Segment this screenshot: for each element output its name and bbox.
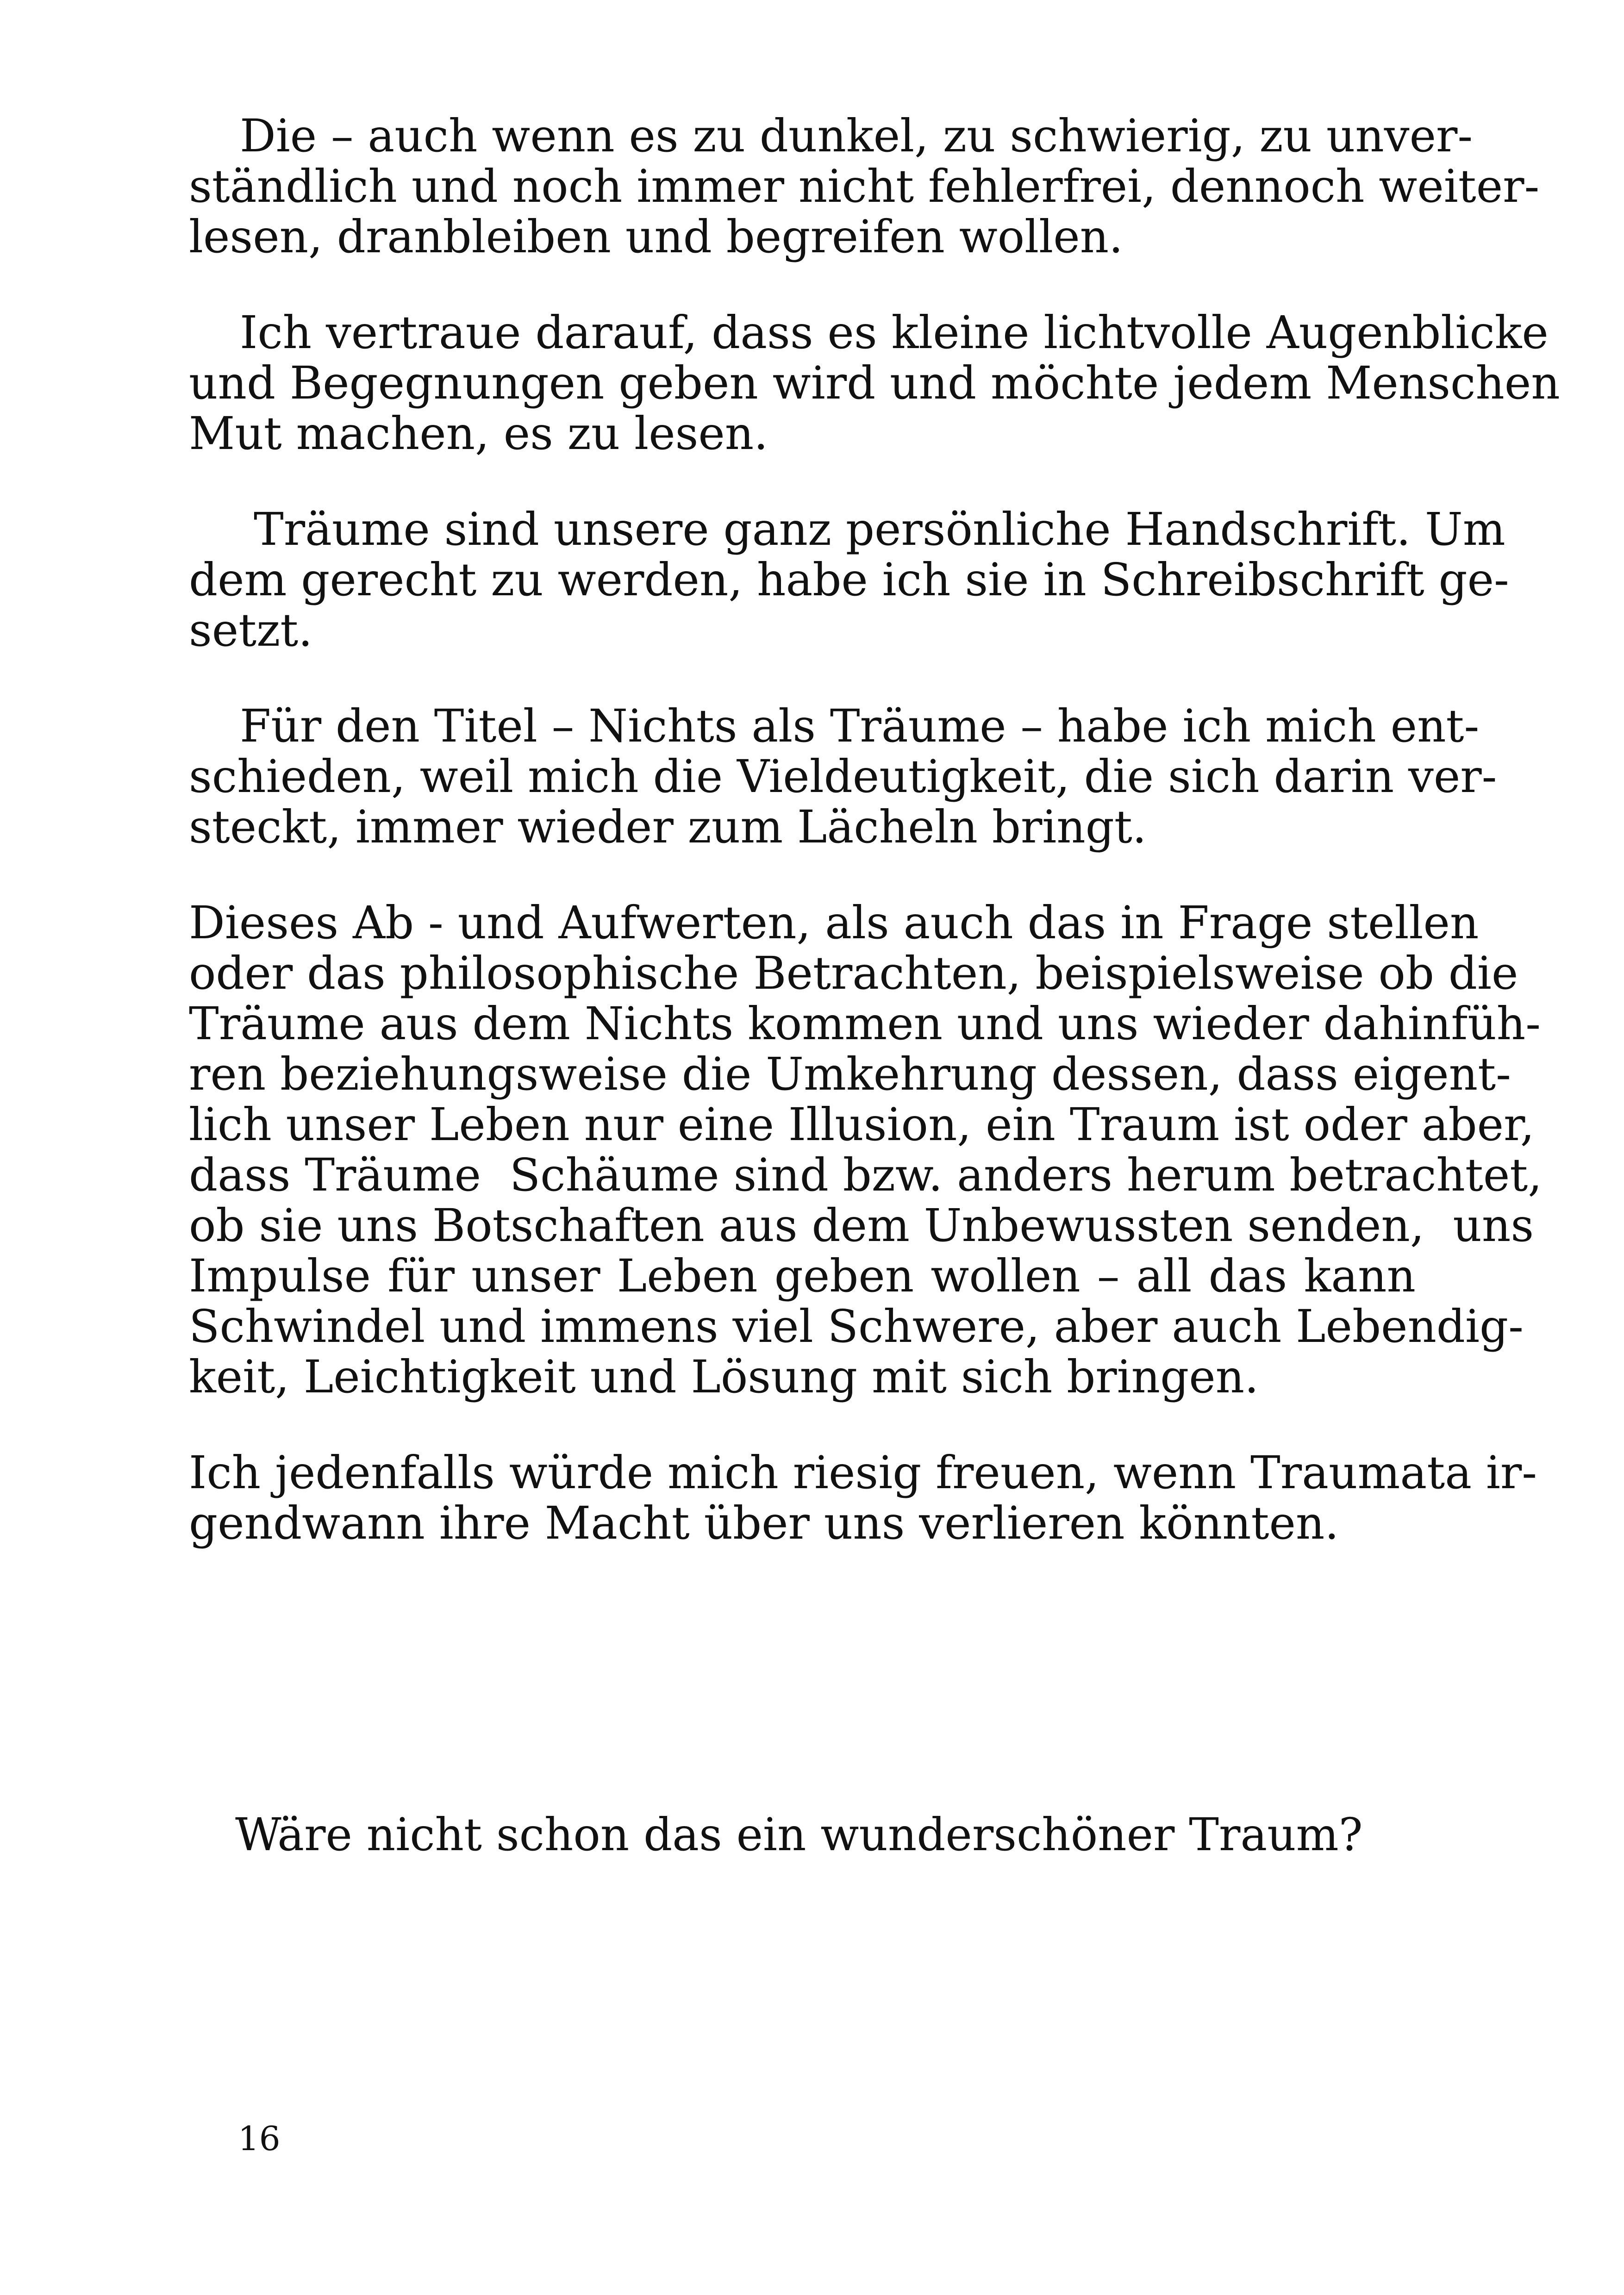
text-line: setzt. [189,604,313,656]
text-line: und Begegnungen geben wird und möchte jedem Menschen [189,357,1560,409]
text-line: lich unser Leben nur eine Illusion, ein Traum ist oder aber, [189,1098,1535,1151]
text-line: Dieses Ab - und Aufwerten, als auch das in Frage stellen [189,897,1479,949]
text-line: ständlich und noch immer nicht fehlerfrei, dennoch weiter- [189,160,1540,212]
text-line: Ich jedenfalls würde mich riesig freuen, wenn Traumata ir- [189,1447,1537,1499]
text-line: Träume aus dem Nichts kommen und uns wieder dahinfüh- [189,998,1541,1050]
text-line: schieden, weil mich die Vieldeutigkeit, die sich darin ver- [189,750,1497,803]
text-line: Die – auch wenn es zu dunkel, zu schwierig, zu unver- [240,110,1473,162]
text-line: Träume sind unsere ganz persönliche Handschrift. Um [254,503,1505,555]
page-number: 16 [238,2119,281,2158]
text-line: gendwann ihre Macht über uns verlieren könnten. [189,1497,1339,1549]
text-line: lesen, dranbleiben und begreifen wollen. [189,211,1123,263]
text-line: steckt, immer wieder zum Lächeln bringt. [189,801,1147,853]
text-line: dass Träume Schäume sind bzw. anders herum betrachtet, [189,1149,1543,1201]
text-line: keit, Leichtigkeit und Lösung mit sich bringen. [189,1351,1259,1403]
closing-question: Wäre nicht schon das ein wunderschöner Traum? [235,1809,1363,1861]
text-line: oder das philosophische Betrachten, beispielsweise ob die [189,947,1518,999]
text-line: dem gerecht zu werden, habe ich sie in Schreibschrift ge- [189,554,1509,606]
text-line: Schwindel und immens viel Schwere, aber auch Lebendig- [189,1300,1524,1353]
text-line: Mut machen, es zu lesen. [189,407,768,460]
text-line: ob sie uns Botschaften aus dem Unbewussten senden, uns [189,1199,1534,1252]
text-line: ren beziehungsweise die Umkehrung dessen, dass eigent- [189,1048,1511,1100]
text-line: Ich vertraue darauf, dass es kleine lichtvolle Augenblicke [240,306,1549,359]
text-line: Impulse für unser Leben geben wollen – all das kann [189,1250,1416,1302]
text-line: Für den Titel – Nichts als Träume – habe ich mich ent- [240,700,1480,752]
